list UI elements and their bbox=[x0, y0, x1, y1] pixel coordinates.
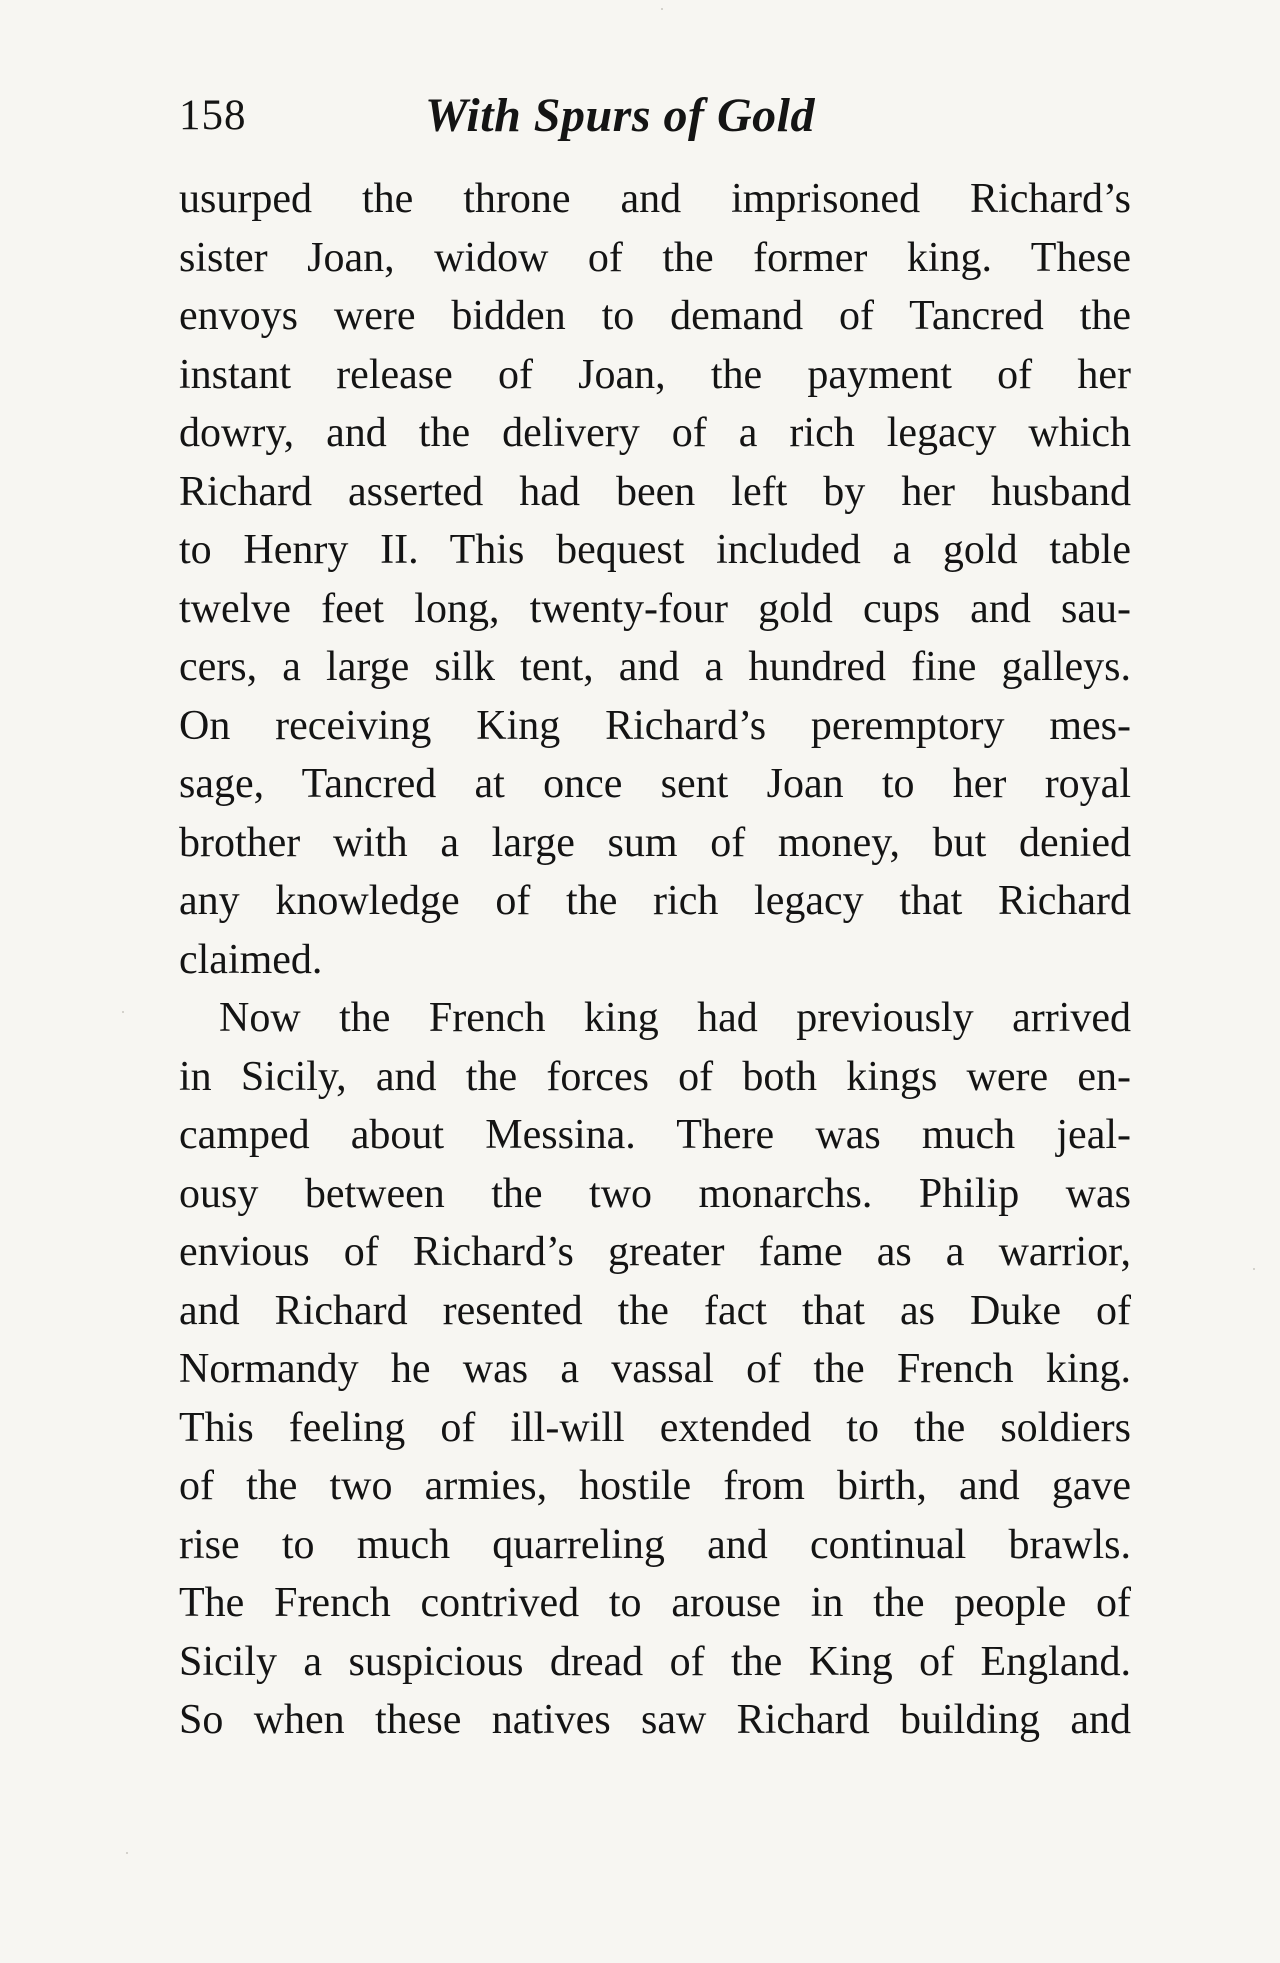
paragraph-2 bbox=[179, 989, 1131, 1750]
text-line: in Sicily, and the forces of both kings were en- bbox=[179, 1053, 1131, 1100]
running-head bbox=[179, 88, 1129, 144]
text-line: and Richard resented the fact that as Duke of bbox=[179, 1287, 1131, 1334]
text-line: dowry, and the delivery of a rich legacy which bbox=[179, 410, 1131, 456]
text-line: of the two armies, hostile from birth, and gave bbox=[179, 1463, 1131, 1509]
text-line: twelve feet long, twenty-four gold cups and sau- bbox=[179, 585, 1131, 632]
paper-speck bbox=[661, 8, 663, 10]
text-line: Richard asserted had been left by her husband bbox=[179, 468, 1131, 515]
paper-speck bbox=[1253, 1268, 1255, 1270]
page-number: 158 bbox=[179, 92, 247, 139]
text-line: envious of Richard’s greater fame as a warrior, bbox=[179, 1229, 1131, 1275]
text-line: So when these natives saw Richard building and bbox=[179, 1697, 1131, 1743]
text-line: any knowledge of the rich legacy that Richard bbox=[179, 878, 1131, 924]
text-line: ousy between the two monarchs. Philip was bbox=[179, 1170, 1131, 1217]
text-line: sister Joan, widow of the former king. These bbox=[179, 234, 1131, 281]
text-line: The French contrived to arouse in the people of bbox=[179, 1580, 1131, 1626]
paragraph-1 bbox=[179, 170, 1131, 989]
text-line: sage, Tancred at once sent Joan to her royal bbox=[179, 761, 1131, 807]
text-line: On receiving King Richard’s peremptory mes- bbox=[179, 702, 1131, 749]
body-text bbox=[179, 170, 1131, 1750]
text-line: usurped the throne and imprisoned Richard’s bbox=[179, 176, 1131, 222]
paper-speck bbox=[126, 1852, 128, 1854]
text-line: to Henry II. This bequest included a gold table bbox=[179, 527, 1131, 573]
text-line: camped about Messina. There was much jeal- bbox=[179, 1112, 1131, 1158]
text-line: brother with a large sum of money, but denied bbox=[179, 819, 1131, 866]
running-title: With Spurs of Gold bbox=[425, 89, 815, 142]
text-line: claimed. bbox=[179, 936, 323, 983]
text-line: rise to much quarreling and continual brawls. bbox=[179, 1521, 1131, 1568]
text-line: Normandy he was a vassal of the French king. bbox=[179, 1346, 1131, 1392]
text-line: envoys were bidden to demand of Tancred the bbox=[179, 293, 1131, 339]
text-line: Now the French king had previously arrived bbox=[219, 995, 1131, 1041]
text-line: Sicily a suspicious dread of the King of England. bbox=[179, 1638, 1131, 1685]
text-line: This feeling of ill-will extended to the soldiers bbox=[179, 1404, 1131, 1451]
text-line: cers, a large silk tent, and a hundred fine galleys. bbox=[179, 644, 1131, 690]
paper-speck bbox=[122, 1011, 124, 1013]
text-line: instant release of Joan, the payment of her bbox=[179, 351, 1131, 398]
